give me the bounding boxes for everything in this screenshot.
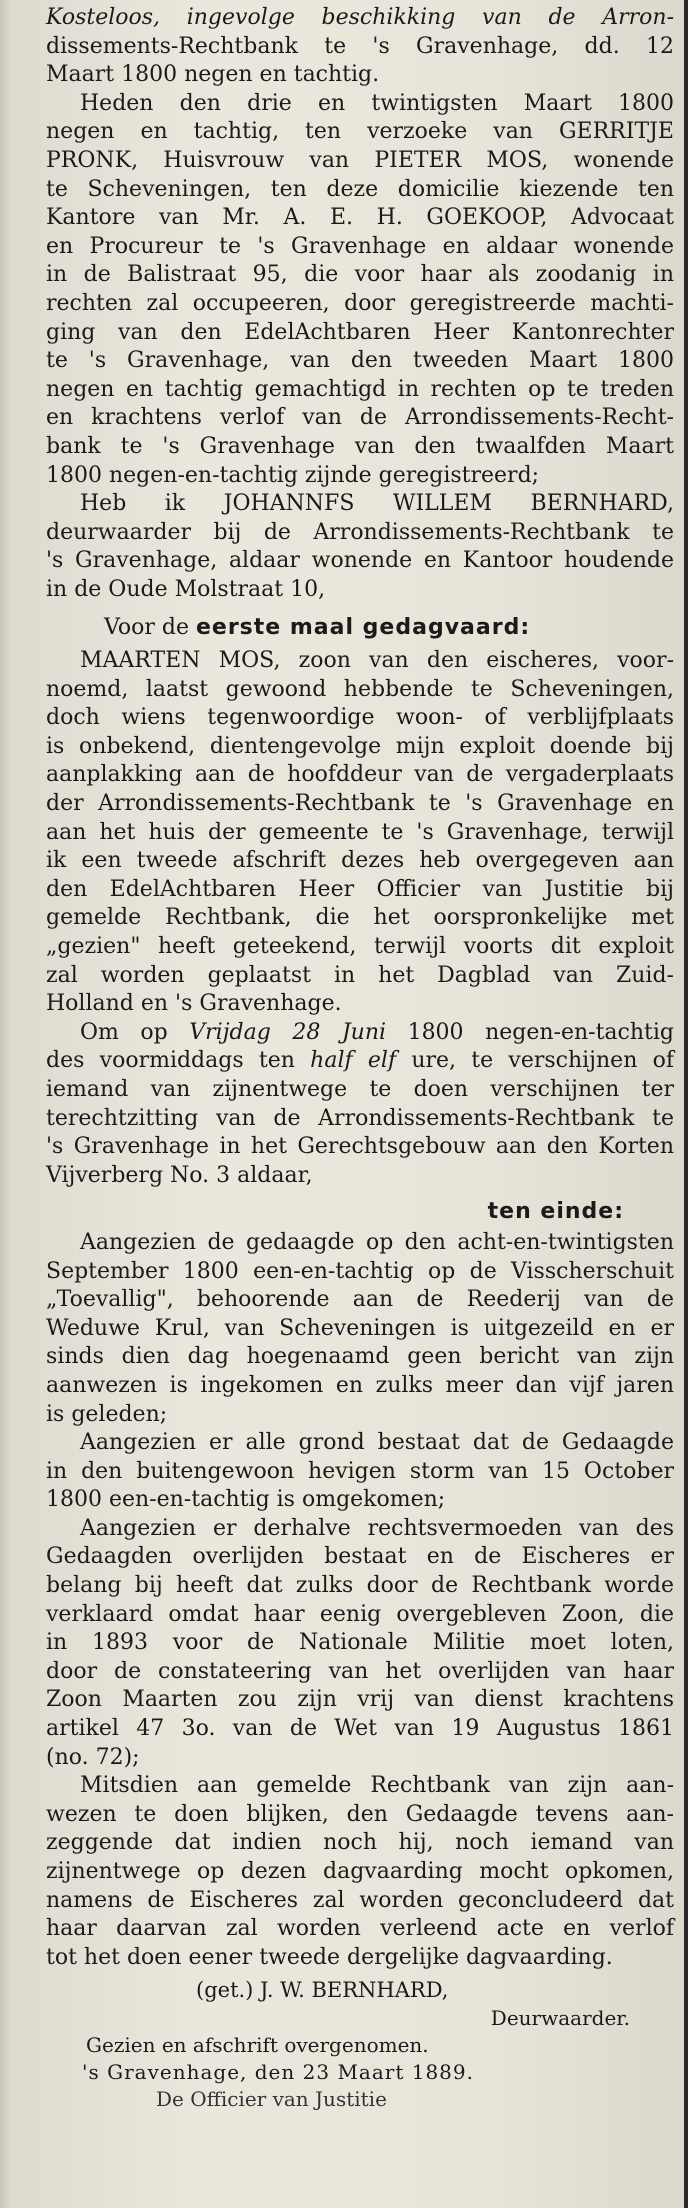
text-line: 's Gravenhage, aldaar wonende en Kantoor houdende (46, 548, 674, 574)
text-line: Mitsdien aan gemelde Rechtbank van zijn aan- (80, 1773, 674, 1799)
text-line: te Scheveningen, ten deze domicilie kiezende ten (46, 176, 674, 202)
text-line: Gedaagden overlijden bestaat en de Eischeres er (46, 1544, 674, 1570)
heading-bold: eerste maal gedagvaard: (195, 615, 531, 641)
text-line: Kantore van Mr. A. E. H. GOEKOOP, Advocaat (46, 205, 674, 231)
text-line: in 1893 voor de Nationale Militie moet loten, (46, 1630, 674, 1656)
intro-line-2: dissements-Rechtbank te 's Gravenhage, dd. 12 (46, 33, 674, 59)
footer-officer: De Officier van Justitie (156, 2087, 387, 2112)
text-line: in de Oude Molstraat 10, (46, 576, 326, 602)
paragraph-aangezien-2 (46, 1429, 674, 1515)
text-line: sinds dien dag hoegenaamd geen bericht van zijn (46, 1344, 674, 1370)
footer-place-date: 's Gravenhage, den 23 Maart 1889. (82, 2060, 474, 2085)
paragraph-heden (46, 90, 674, 490)
text-line: Aangezien er derhalve rechtsvermoeden van des (80, 1515, 674, 1541)
paper-fold-shadow (0, 0, 10, 2208)
text-line: Aangezien er alle grond bestaat dat de Gedaagde (80, 1430, 674, 1456)
text-line: zeggende dat indien noch hij, noch iemand van (46, 1830, 674, 1856)
text-line: ging van den EdelAchtbaren Heer Kantonrechter (46, 319, 674, 345)
text-line: (no. 72); (46, 1744, 140, 1770)
text-line: Zoon Maarten zou zijn vrij van dienst krachtens (46, 1687, 674, 1713)
footer-seen: Gezien en afschrift overgenomen. (86, 2033, 429, 2058)
summons-heading (46, 614, 674, 643)
text-line: terechtzitting van de Arrondissements-Rechtbank te (46, 1105, 674, 1131)
text-line: is onbekend, dientengevolge mijn exploit doende bij (46, 733, 674, 759)
text-line: 1800 negen-en-tachtig zijnde geregistreerd; (46, 462, 540, 488)
text-line: deurwaarder bij de Arrondissements-Rechtbank te (46, 519, 674, 545)
text-line: rechten zal occupeeren, door geregistreerde machti- (46, 290, 674, 316)
text-line: bank te 's Gravenhage van den twaalfden Maart (46, 433, 674, 459)
intro-line-1: Kosteloos, ingevolge beschikking van de Arron- (46, 5, 674, 30)
text-line: negen en tachtig, ten verzoeke van GERRITJE (46, 119, 674, 145)
text-line: Heb ik JOHANNFS WILLEM BERNHARD, (80, 491, 674, 517)
text-line: negen en tachtig gemachtigd in rechten op te treden (46, 376, 674, 402)
text-line: tot het doen eener tweede dergelijke dagvaarding. (46, 1944, 613, 1970)
paragraph-aangezien-1 (46, 1229, 674, 1429)
paragraph-aangezien-3 (46, 1515, 674, 1772)
text-line: te 's Gravenhage, van den tweeden Maart 1800 (46, 348, 674, 374)
text-line (46, 1019, 674, 1048)
heading-prefix: Voor de (104, 615, 189, 641)
text-line: en krachtens verlof van de Arrondissements-Recht- (46, 405, 674, 431)
column-rule (684, 0, 688, 2208)
ten-einde-heading (46, 1198, 674, 1227)
paragraph-heb (46, 490, 674, 604)
paragraph-om (46, 1019, 674, 1191)
text-line: en Procureur te 's Gravenhage en aldaar wonende (46, 233, 674, 259)
text-line: belang bij heeft dat zulks door de Rechtbank worde (46, 1573, 674, 1599)
text-line: ik een tweede afschrift dezes heb overgegeven aan (46, 848, 674, 874)
notice-body (46, 4, 674, 2113)
text-line: haar daarvan zal worden verleend acte en verlof (46, 1916, 674, 1942)
text-line: zijnentwege op dezen dagvaarding mocht opkomen, (46, 1859, 674, 1884)
text-line: 's Gravenhage in het Gerechtsgebouw aan den Korten (46, 1134, 674, 1160)
text-line: zal worden geplaatst in het Dagblad van Zuid- (46, 962, 674, 988)
text-line: Heden den drie en twintigsten Maart 1800 (80, 90, 674, 116)
text-line: MAARTEN MOS, zoon van den eischeres, voor- (80, 648, 674, 674)
text-line: is geleden; (46, 1401, 168, 1427)
ten-einde-text: ten einde: (487, 1199, 624, 1225)
paragraph-maarten (46, 647, 674, 1019)
intro-line-3: Maart 1800 negen en tachtig. (46, 62, 380, 88)
time-italic: half elf (310, 1048, 397, 1074)
date-italic: Vrijdag 28 Juni (189, 1019, 387, 1045)
text-line: door de constateering van het overlijden van haar (46, 1658, 674, 1684)
text-line: aan het huis der gemeente te 's Gravenhage, terwijl (46, 819, 674, 845)
text-line: „Toevallig", behoorende aan de Reederij van de (46, 1287, 674, 1313)
text-run: 1800 negen-en-tachtig (386, 1019, 674, 1045)
text-line: in den buitengewoon hevigen storm van 15 October (46, 1458, 674, 1484)
text-line: in de Balistraat 95, die voor haar als zoodanig in (46, 262, 674, 288)
text-line: Weduwe Krul, van Scheveningen is uitgezeild en er (46, 1315, 674, 1341)
text-line: noemd, laatst gewoond hebbende te Scheveningen, (46, 676, 674, 702)
text-line: verklaard omdat haar eenig overgebleven Zoon, die (46, 1601, 674, 1627)
signature-role: Deurwaarder. (490, 2006, 630, 2031)
text-line: wezen te doen blijken, den Gedaagde tevens aan- (46, 1801, 674, 1827)
text-line: iemand van zijnentwege te doen verschijnen ter (46, 1076, 674, 1102)
text-line: doch wiens tegenwoordige woon- of verblijfplaats (46, 705, 674, 731)
text-run: ure, te verschijnen of (396, 1048, 675, 1074)
text-line: der Arrondissements-Rechtbank te 's Gravenhage en (46, 791, 674, 817)
text-line: gemelde Rechtbank, die het oorspronkelijke met (46, 905, 674, 931)
text-line: 1800 een-en-tachtig is omgekomen; (46, 1487, 446, 1513)
text-line: artikel 47 3o. van de Wet van 19 Augustus 1861 (46, 1716, 674, 1742)
text-line: Aangezien de gedaagde op den acht-en-twintigsten (80, 1229, 674, 1255)
paragraph-mitsdien (46, 1772, 674, 1972)
text-line: namens de Eischeres zal worden geconcludeerd dat (46, 1887, 674, 1913)
text-run: des voormiddags ten (46, 1048, 311, 1074)
text-run: Om op (80, 1019, 190, 1045)
text-line: Holland en 's Gravenhage. (46, 991, 342, 1017)
text-line: aanplakking aan de hoofddeur van de vergaderplaats (46, 762, 674, 788)
text-line (46, 1047, 674, 1076)
signature: (get.) J. W. BERNHARD, (196, 1978, 449, 2003)
text-line: „gezien" heeft geteekend, terwijl voorts dit exploit (46, 934, 674, 959)
text-line: den EdelAchtbaren Heer Officier van Justitie bij (46, 876, 674, 902)
text-line: aanwezen is ingekomen en zulks meer dan vijf jaren (46, 1372, 674, 1398)
text-line: September 1800 een-en-tachtig op de Visscherschuit (46, 1258, 674, 1284)
text-line: Vijverberg No. 3 aldaar, (46, 1162, 313, 1188)
text-line: PRONK, Huisvrouw van PIETER MOS, wonende (46, 147, 674, 173)
